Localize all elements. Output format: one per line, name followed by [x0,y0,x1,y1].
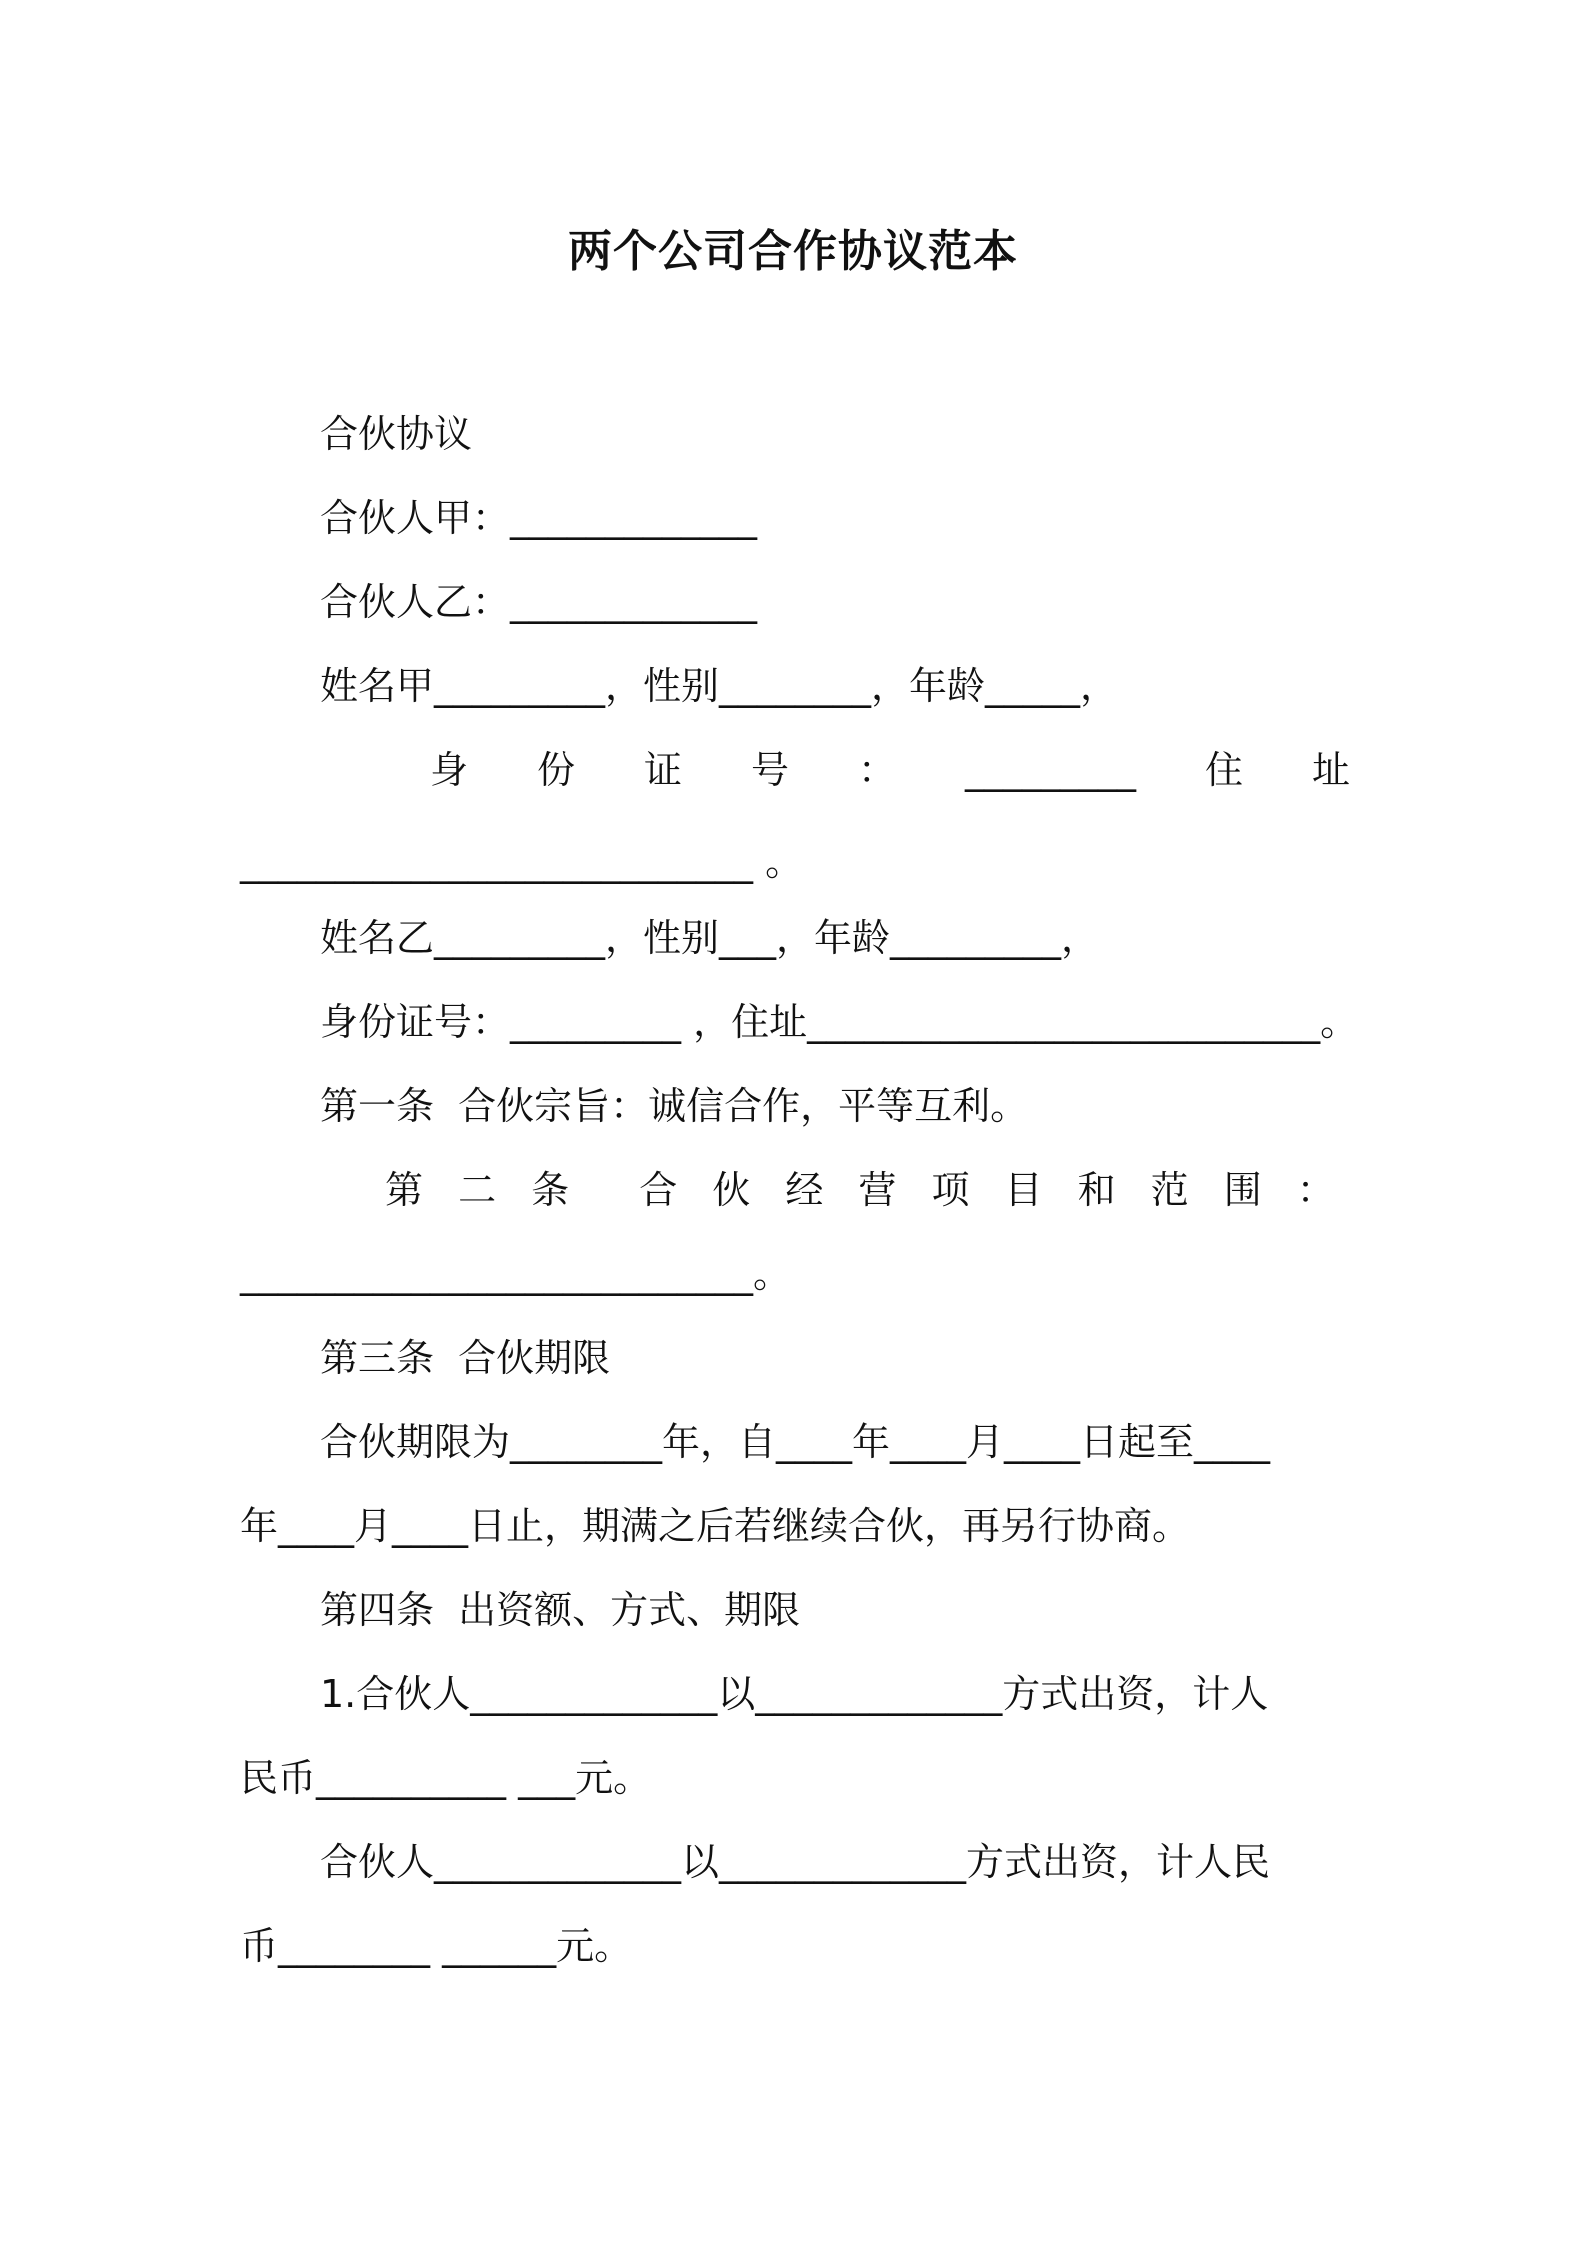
investment-2-line-2: 币________ ______元。 [240,1924,633,1968]
blank: _________ [965,748,1136,792]
article-2-continuation: ___________________________。 [240,1252,792,1296]
char: 住 [1204,748,1243,792]
char: 合 [639,1168,678,1212]
char: 范 [1150,1168,1189,1212]
char: 第 [385,1168,424,1212]
term-line-2: 年____月____日止，期满之后若继续合伙，再另行协商。 [240,1504,1191,1548]
char: 营 [858,1168,897,1212]
name-b-line: 姓名乙_________，性别___，年龄_________， [320,916,1100,960]
id-b-line: 身份证号：_________ ，住址___________________________。 [320,1000,1359,1044]
char: 号 [751,748,790,792]
id-a-line [430,744,1350,796]
investment-1-line-1: 1.合伙人_____________以_____________方式出资，计人 [320,1672,1269,1716]
char: 份 [537,748,576,792]
char: 经 [785,1168,824,1212]
investment-1-line-2: 民币__________ ___元。 [240,1756,652,1800]
char: 身 [430,748,469,792]
char: 伙 [712,1168,751,1212]
char: 围 [1223,1168,1262,1212]
char: 目 [1004,1168,1043,1212]
name-a-line: 姓名甲_________，性别________，年龄_____， [320,664,1119,708]
char: 址 [1311,748,1350,792]
char: 项 [931,1168,970,1212]
article-4: 第四条 出资额、方式、期限 [320,1588,801,1632]
char: 二 [458,1168,497,1212]
article-1: 第一条 合伙宗旨：诚信合作，平等互利。 [320,1084,1029,1128]
char: 条 [531,1168,570,1212]
partner-a-line: 合伙人甲：_____________ [320,496,758,540]
char: ： [1296,1168,1335,1212]
page-title: 两个公司合作协议范本 [568,226,1018,277]
agreement-heading: 合伙协议 [320,412,473,456]
partner-b-line: 合伙人乙：_____________ [320,580,758,624]
term-line-1: 合伙期限为________年，自____年____月____日起至____ [320,1420,1271,1464]
char: ： [858,748,897,792]
id-a-continuation: ___________________________ 。 [240,840,804,884]
article-2-line [385,1164,1335,1216]
char: 和 [1077,1168,1116,1212]
char: 证 [644,748,683,792]
investment-2-line-1: 合伙人_____________以_____________方式出资，计人民 [320,1840,1271,1884]
article-3: 第三条 合伙期限 [320,1336,611,1380]
